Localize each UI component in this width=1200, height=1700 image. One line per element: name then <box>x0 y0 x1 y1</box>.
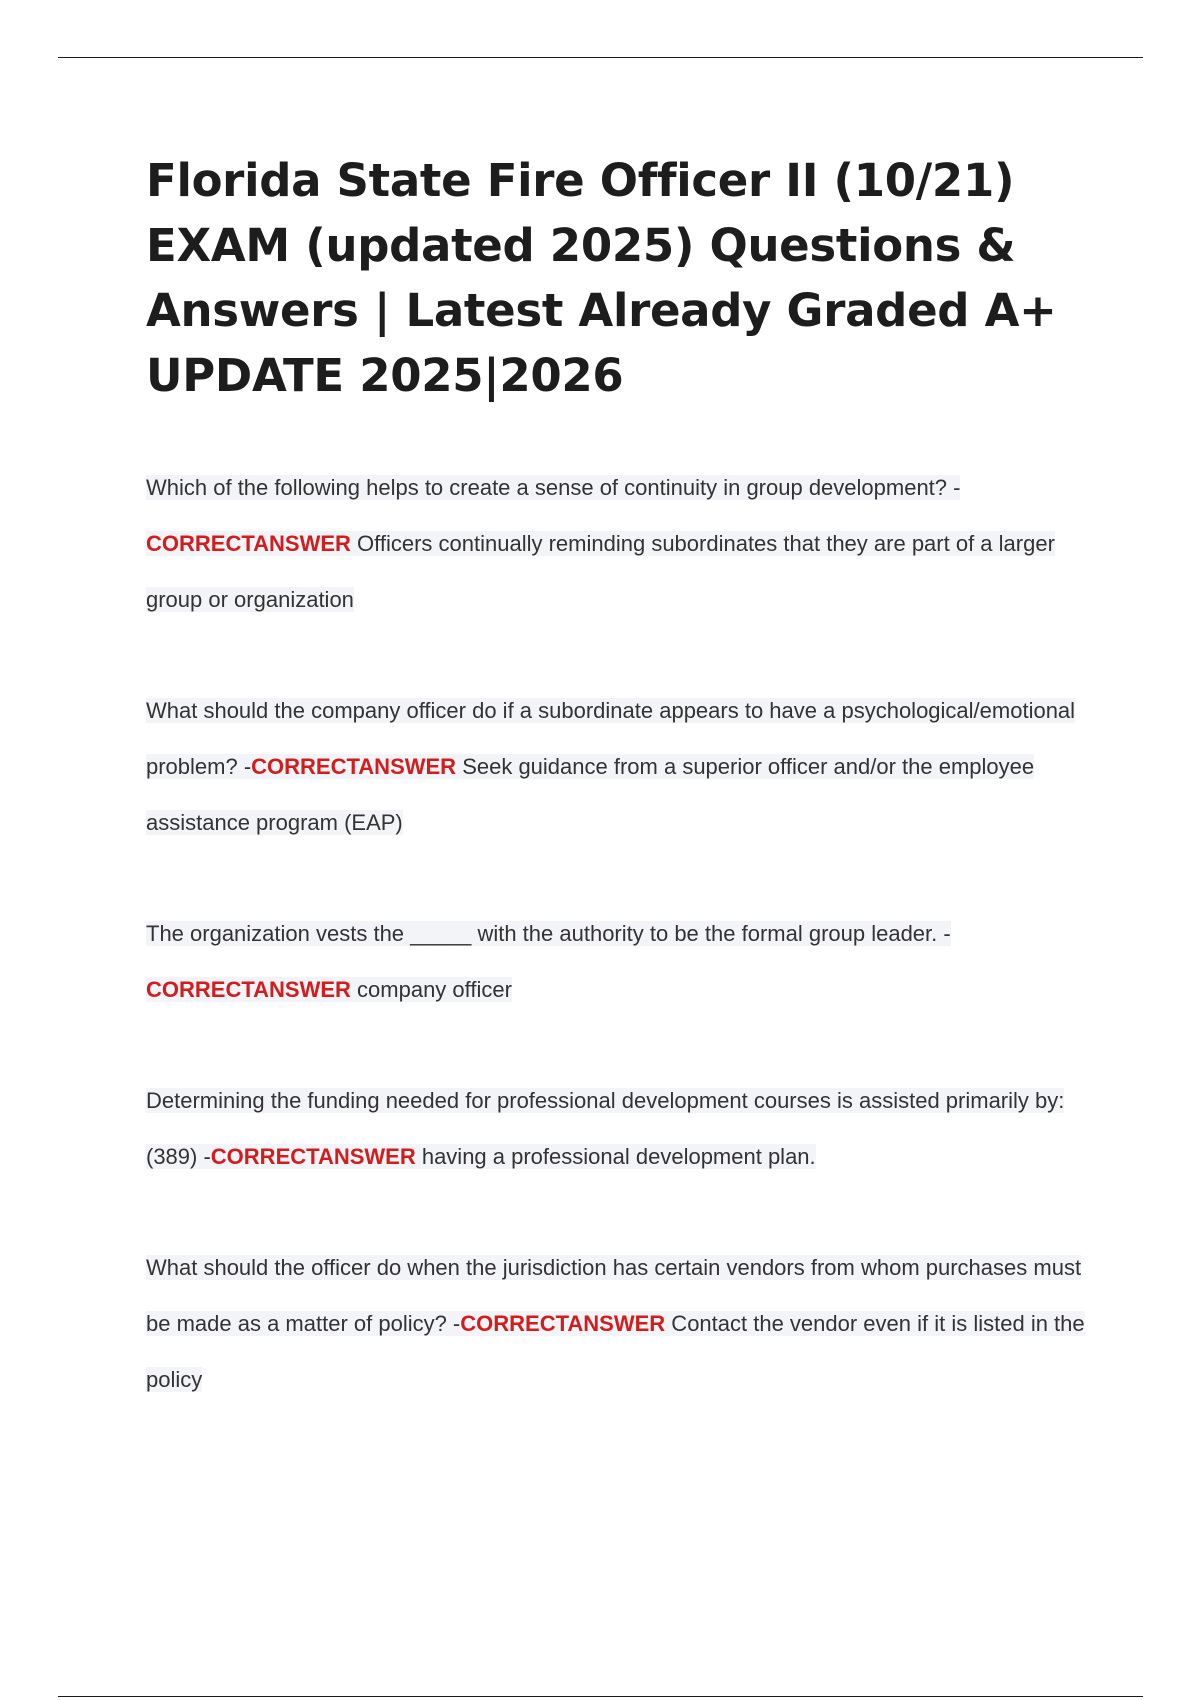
bottom-rule <box>58 1696 1143 1697</box>
correct-answer-label: CORRECTANSWER <box>460 1311 666 1336</box>
answer-text: having a professional development plan. <box>415 1144 816 1169</box>
qa-item <box>146 1240 1101 1408</box>
qa-item <box>146 683 1101 851</box>
answer-text: company officer <box>350 977 512 1002</box>
correct-answer-label: CORRECTANSWER <box>210 1144 416 1169</box>
document-body <box>146 148 1101 1463</box>
correct-answer-label: CORRECTANSWER <box>146 977 351 1002</box>
answer-text: Seek guidance from a superior officer and/or the employee assistance program (EAP) <box>146 754 1035 835</box>
document-title: Florida State Fire Officer II (10/21) EXAM (updated 2025) Questions & Answers | Latest Already Graded A+ UPDATE 2025|2026 <box>146 154 1057 402</box>
qa-item <box>146 1073 1101 1185</box>
answer-text: Contact the vendor even if it is listed in the policy <box>146 1311 1085 1392</box>
question-text: The organization vests the _____ with the authority to be the formal group leader. - <box>146 921 951 946</box>
question-text: What should the company officer do if a subordinate appears to have a psychological/emotional problem? - <box>146 698 1076 779</box>
qa-item <box>146 906 1101 1018</box>
question-text: What should the officer do when the jurisdiction has certain vendors from whom purchases must be made as a matter of policy? - <box>146 1255 1082 1336</box>
correct-answer-label: CORRECTANSWER <box>251 754 457 779</box>
question-text: Which of the following helps to create a sense of continuity in group development? - <box>146 475 961 500</box>
answer-text: Officers continually reminding subordinates that they are part of a larger group or organization <box>146 531 1055 612</box>
question-text: Determining the funding needed for professional development courses is assisted primarily by: (389) - <box>146 1088 1065 1169</box>
qa-item <box>146 460 1101 628</box>
correct-answer-label: CORRECTANSWER <box>146 531 351 556</box>
qa-list <box>146 460 1101 1408</box>
top-rule <box>58 57 1143 58</box>
